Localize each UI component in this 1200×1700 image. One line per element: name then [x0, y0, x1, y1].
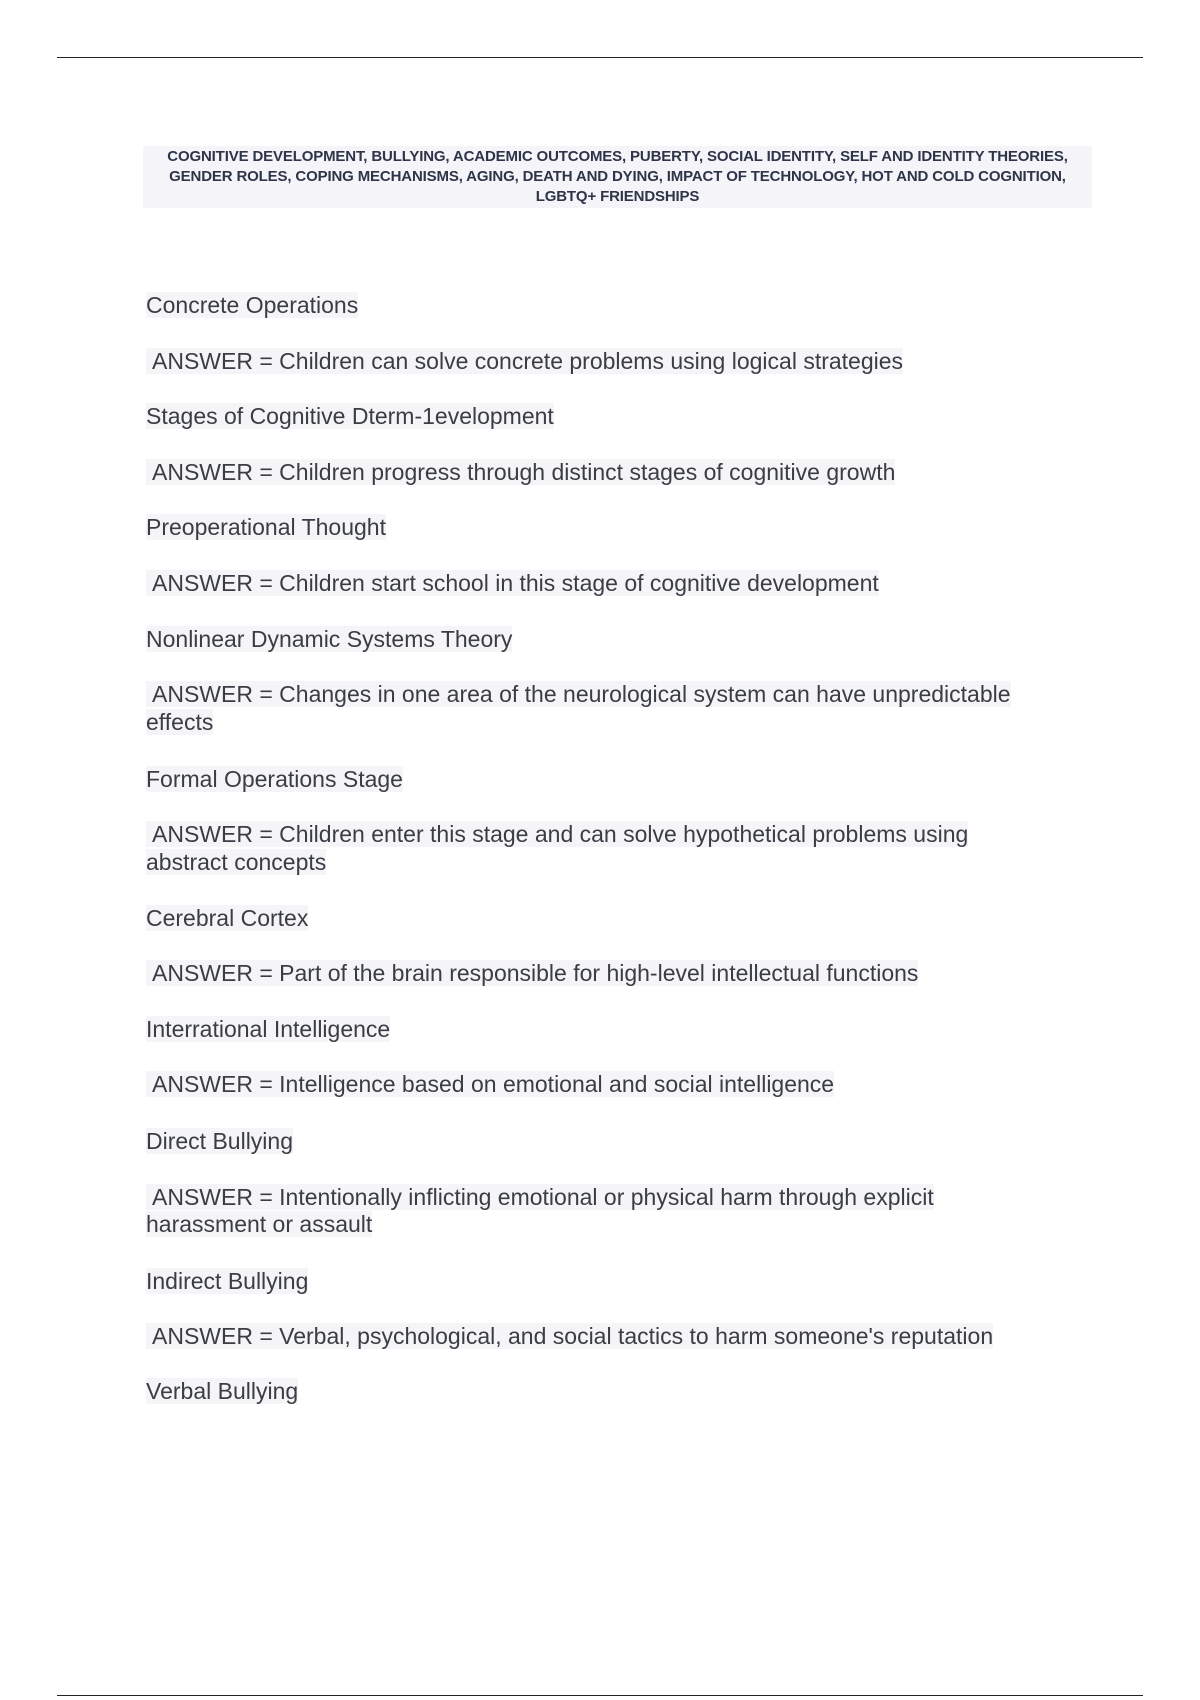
term: Interrational Intelligence — [146, 1016, 391, 1042]
answer: ANSWER = Intelligence based on emotional and social intelligence — [146, 1070, 834, 1098]
answer: ANSWER = Children progress through distinct stages of cognitive growth — [146, 458, 895, 486]
bottom-rule — [57, 1695, 1143, 1696]
top-rule — [57, 57, 1143, 58]
term: Nonlinear Dynamic Systems Theory — [146, 626, 513, 652]
answer: ANSWER = Children start school in this stage of cognitive development — [146, 569, 879, 597]
answer: ANSWER = Children enter this stage and can solve hypothetical problems using — [146, 820, 968, 848]
term: Stages of Cognitive Dterm-1evelopment — [146, 403, 554, 429]
term: Cerebral Cortex — [146, 905, 309, 931]
answer-continuation: abstract concepts — [146, 849, 327, 875]
document-title: COGNITIVE DEVELOPMENT, BULLYING, ACADEMIC OUTCOMES, PUBERTY, SOCIAL IDENTITY, SELF AND IDENTITY THEORIES, GENDER ROLES, COPING MECHANISMS, AGING, DEATH AND DYING, IMPACT OF TECHNOLOGY, HOT AND COLD COGNITION, LGBTQ+ FRIENDSHIPS — [167, 148, 1068, 205]
term: Indirect Bullying — [146, 1268, 309, 1294]
answer: ANSWER = Part of the brain responsible for high-level intellectual functions — [146, 959, 918, 987]
document-header — [143, 146, 1092, 208]
term: Preoperational Thought — [146, 514, 386, 540]
answer: ANSWER = Children can solve concrete problems using logical strategies — [146, 347, 903, 375]
answer: ANSWER = Intentionally inflicting emotional or physical harm through explicit — [146, 1183, 934, 1211]
term: Concrete Operations — [146, 292, 359, 318]
answer-continuation: harassment or assault — [146, 1211, 373, 1237]
answer: ANSWER = Verbal, psychological, and social tactics to harm someone's reputation — [146, 1322, 993, 1350]
term: Direct Bullying — [146, 1128, 293, 1154]
term: Verbal Bullying — [146, 1378, 299, 1404]
answer: ANSWER = Changes in one area of the neurological system can have unpredictable — [146, 680, 1011, 708]
answer-continuation: effects — [146, 709, 214, 735]
term: Formal Operations Stage — [146, 766, 403, 792]
